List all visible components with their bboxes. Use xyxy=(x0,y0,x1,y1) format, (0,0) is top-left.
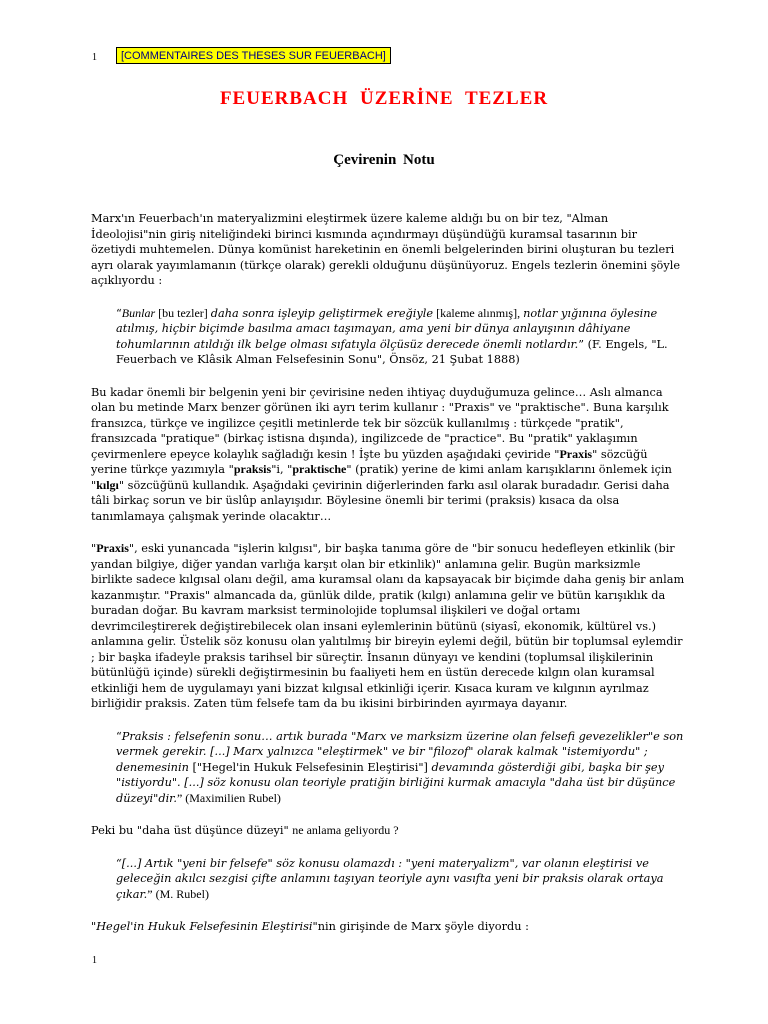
intro-paragraph: Marx'ın Feuerbach'ın materyalizmini eleştirmek üzere kaleme aldığı bu on bir tez, "Alman İdeolojisi"nin giriş niteliğindeki birinci kısmında açındırmayı düşündüğü kuramsal tasarının bir özetiydi muhtemelen. Dünya komünist hareketinin en önemli belgelerinden birini oluşturan bu tezleri ayrı olarak yayımlamanın (türkçe olarak) gerekli olduğunu düşünüyoruz. Engels tezlerin önemini şöyle açıklıyordu : xyxy=(91,212,681,287)
praxis-paragraph: "Praxis", eski yunancada "işlerin kılgısı", bir başka tanıma göre de "bir sonucu hedefleyen etkinlik (bir yandan bilgiye, diğer yandan varlığa karşıt olan bir etkinlik)" anlamına gelir. Bugün marksizmle birlikte sadece kılgısal olanı değil, ama kuramsal olanı da kapsayacak bir biçimde daha geniş bir anlam kazanmıştır. "Praxis" almancada da, günlük dilde, pratik (kılgı) anlamına gelir ve bütün karışıklık da buradan doğar. Bu kavram marksist terminolojide toplumsal ilişkileri ve doğal ortamı devrimcileştirerek değiştirebilecek olan insani eylemlerinin bütünü (siyasî, ekonomik, kültürel vs.) anlamına gelir. Üstelik söz konusu olan yalıtılmış bir bireyin eylemi değil, bütün bir toplumsal eylemdir ; bir başka ifadeyle praksis tarihsel bir süreçtir. İnsanın dünyayı ve kendini (toplumsal ilişkilerinin bütünlüğü içinde) sürekli değiştirmesinin bu faaliyeti hem en üstün derecede kılgın olan kuramsal etkinliği hem de uygulamayı yani bizzat kılgısal etkinliği içerir. Kısaca kuram ve kılgının ayrılmaz birliğidir praksis. Zaten tüm felsefe tam da bu ikisini birbirinden ayırmaya dayanır. xyxy=(91,541,685,710)
rubel-quote-2: “[...] Artık "yeni bir felsefe" söz konusu olamazdı : "yeni materyalizm", var olanın eleştirisi ve geleceğin akılcı sezgisi çifte anlamını taşıyan teoriyle aynı vasıfta yeni bir praksis olarak ortaya çıkar.” (M. Rubel) xyxy=(116,856,664,901)
section-subtitle: Çevirenin Notu xyxy=(333,152,435,168)
translation-paragraph: Bu kadar önemli bir belgenin yeni bir çevirisine neden ihtiyaç duyduğumuza gelince… Aslı almanca olan bu metinde Marx benzer görünen iki ayrı terim kullanır : "Praxis" ve "praktische". Buna karşılık fransızca, türkçe ve ingilizce çeşitli metinlerde tek bir sözcük kullanılmış : türkçede "pratik", fransızcada "pratique" (birkaç istisna dışında), ingilizcede de "practice". Bu "pratik" yaklaşımın çevirmenlere epeyce kolaylık sağladığı kesin ! İşte bu yüzden aşağıdaki çeviride "Praxis" sözcüğü yerine türkçe yazımıyla "praksis"i, "praktische" (pratik) yerine de kimi anlam karışıklarını önlemek için "kılgı" sözcüğünü kullandık. Aşağıdaki çevirinin diğerlerinden farkı asıl olarak buradadır. Gerisi daha tâli birkaç sorun ve bir üslûp anlayışıdır. Böylesine önemli bir terimi (praksis) kısaca da olsa tanımlamaya çalışmak yerinde olacaktır… xyxy=(91,385,672,523)
engels-quote: “Bunlar [bu tezler] daha sonra işleyip geliştirmek ereğiyle [kaleme alınmış], notlar yığınına öylesine atılmış, hiçbir biçimde basılma amacı taşımayan, ama yeni bir dünya anlayışının dâhiyane tohumlarının atıldığı ilk belge olması sıfatıyla ölçüsüz derecede önemli notlardır.” (F. Engels, "L. Feuerbach ve Klâsik Alman Felsefesinin Sonu", Önsöz, 21 Şubat 1888) xyxy=(116,305,668,366)
page-number-top: 1 xyxy=(92,52,97,63)
document-body xyxy=(91,211,685,952)
page-number-bottom: 1 xyxy=(92,955,97,966)
question-paragraph: Peki bu "daha üst düşünce düzeyi" ne anlama geliyordu ? xyxy=(91,823,399,837)
commentary-banner: [COMMENTAIRES DES THESES SUR FEUERBACH] xyxy=(116,47,391,64)
rubel-quote: “Praksis : felsefenin sonu… artık burada "Marx ve marksizm üzerine olan felsefi gevezelikler"e son vermek gerekir. [...] Marx yalnızca "eleştirmek" ve bir "filozof" olarak kalmak "istemiyordu" ; denemesinin ["Hegel'in Hukuk Felsefesinin Eleştirisi"] devamında gösterdiği gibi, başka bir şey "istiyordu". [...] söz konusu olan teoriyle pratiğin birliğini kurmak amacıyla "daha üst bir düşünce düzeyi"dir.” (Maximilien Rubel) xyxy=(116,729,684,805)
page-title: FEUERBACH ÜZERİNE TEZLER xyxy=(219,88,549,109)
hegel-paragraph: "Hegel'in Hukuk Felsefesinin Eleştirisi"nin girişinde de Marx şöyle diyordu : xyxy=(91,920,529,933)
